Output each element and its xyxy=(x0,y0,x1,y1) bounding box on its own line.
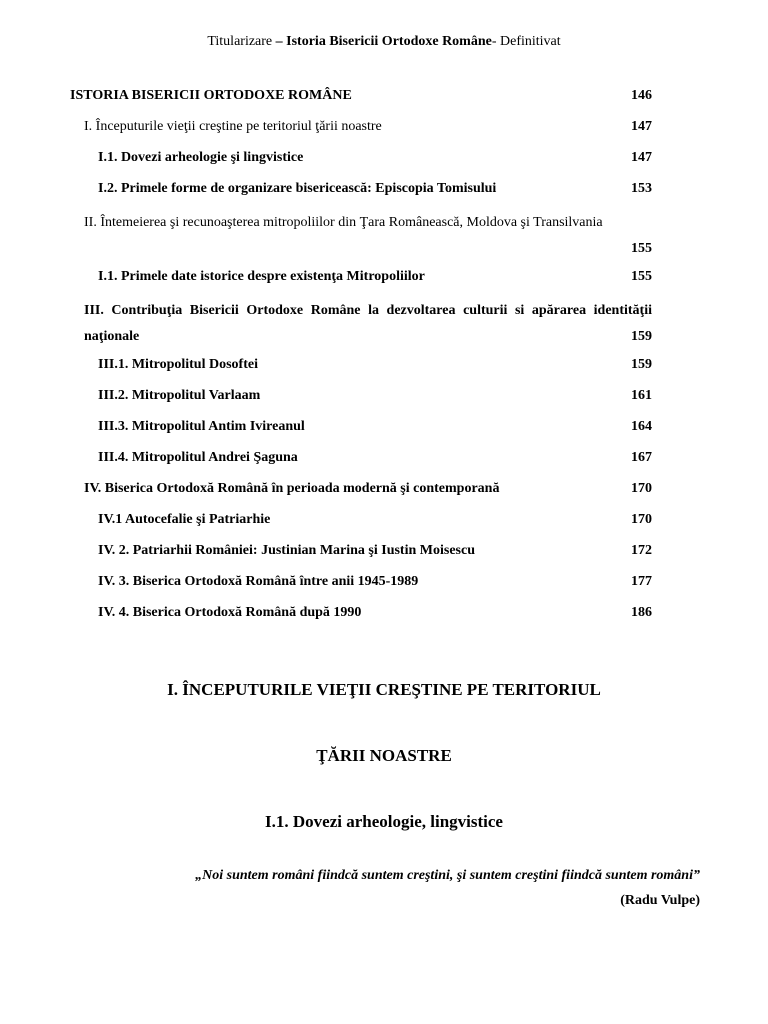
toc-entry-text: III.3. Mitropolitul Antim Ivireanul xyxy=(98,419,305,434)
toc-entry xyxy=(70,267,652,298)
header-prefix: Titularizare xyxy=(207,34,273,49)
toc-entry-page: 155 xyxy=(631,269,652,284)
toc-entry-page: 172 xyxy=(631,543,652,558)
toc-entry-text: I.2. Primele forme de organizare bisericească: Episcopia Tomisului xyxy=(98,181,497,196)
toc-entry xyxy=(70,448,652,479)
toc-entry xyxy=(70,298,652,355)
toc-entry xyxy=(70,86,652,117)
toc-entry-text: IV.1 Autocefalie şi Patriarhie xyxy=(98,512,271,527)
toc-entry-page: 159 xyxy=(631,329,652,344)
toc-entry-text: III.1. Mitropolitul Dosoftei xyxy=(98,357,258,372)
toc-entry xyxy=(70,541,652,572)
toc-entry xyxy=(70,572,652,603)
toc-entry-text: IV. 2. Patriarhii României: Justinian Marina şi Iustin Moisescu xyxy=(98,543,475,558)
toc-entry-text: III. Contribuţia Bisericii Ortodoxe Române la dezvoltarea culturii si apărarea identităţii naţionale xyxy=(84,303,652,344)
header-subject: Istoria Bisericii Ortodoxe Române xyxy=(286,34,492,49)
page-header xyxy=(0,34,768,50)
toc-entry xyxy=(70,479,652,510)
toc-entry xyxy=(70,355,652,386)
toc-entry-page: 159 xyxy=(631,357,652,372)
section-subtitle: I.1. Dovezi arheologie, lingvistice xyxy=(265,812,503,831)
epigraph-author: (Radu Vulpe) xyxy=(620,893,700,908)
toc-entry-text: ISTORIA BISERICII ORTODOXE ROMÂNE xyxy=(70,88,352,103)
toc-entry-text: II. Întemeierea şi recunoaşterea mitropoliilor din Ţara Românească, Moldova şi Transilvania xyxy=(84,215,603,230)
toc-entry-page: 161 xyxy=(631,388,652,403)
toc-entry-text: III.2. Mitropolitul Varlaam xyxy=(98,388,261,403)
toc-entry xyxy=(70,148,652,179)
toc-entry-text: I. Începuturile vieţii creştine pe teritoriul ţării noastre xyxy=(84,119,382,134)
toc-entry-page: 167 xyxy=(631,450,652,465)
toc-entry-page: 153 xyxy=(631,181,652,196)
table-of-contents xyxy=(70,86,652,634)
toc-entry-text: I.1. Dovezi arheologie şi lingvistice xyxy=(98,150,304,165)
epigraph-quote: „Noi suntem români fiindcă suntem creştini, şi suntem creştini fiindcă suntem români” xyxy=(195,868,700,883)
toc-entry xyxy=(70,510,652,541)
toc-entry-page: 155 xyxy=(631,241,652,256)
toc-entry-text: IV. 3. Biserica Ortodoxă Română între anii 1945-1989 xyxy=(98,574,419,589)
toc-entry-text: IV. 4. Biserica Ortodoxă Română după 1990 xyxy=(98,605,362,620)
header-separator: – xyxy=(272,34,287,49)
header-suffix: - Definitivat xyxy=(491,34,561,49)
toc-entry-page: 164 xyxy=(631,419,652,434)
toc-entry-page: 186 xyxy=(631,605,652,620)
toc-entry-page: 170 xyxy=(631,481,652,496)
toc-entry xyxy=(70,117,652,148)
chapter-title-line2: ŢĂRII NOASTRE xyxy=(316,746,452,765)
toc-entry-page: 147 xyxy=(631,150,652,165)
toc-entry xyxy=(70,179,652,210)
toc-entry-page: 177 xyxy=(631,574,652,589)
toc-entry-text: IV. Biserica Ortodoxă Română în perioada modernă şi contemporană xyxy=(84,481,500,496)
toc-entry xyxy=(70,386,652,417)
toc-entry-text: III.4. Mitropolitul Andrei Şaguna xyxy=(98,450,298,465)
chapter-title-line1: I. ÎNCEPUTURILE VIEŢII CREŞTINE PE TERITORIUL xyxy=(167,680,601,699)
toc-entry xyxy=(70,417,652,448)
toc-entry xyxy=(70,210,652,267)
toc-entry xyxy=(70,603,652,634)
toc-entry-page: 170 xyxy=(631,512,652,527)
toc-entry-text: I.1. Primele date istorice despre existenţa Mitropoliilor xyxy=(98,269,425,284)
toc-entry-page: 147 xyxy=(631,119,652,134)
toc-entry-page: 146 xyxy=(631,88,652,103)
